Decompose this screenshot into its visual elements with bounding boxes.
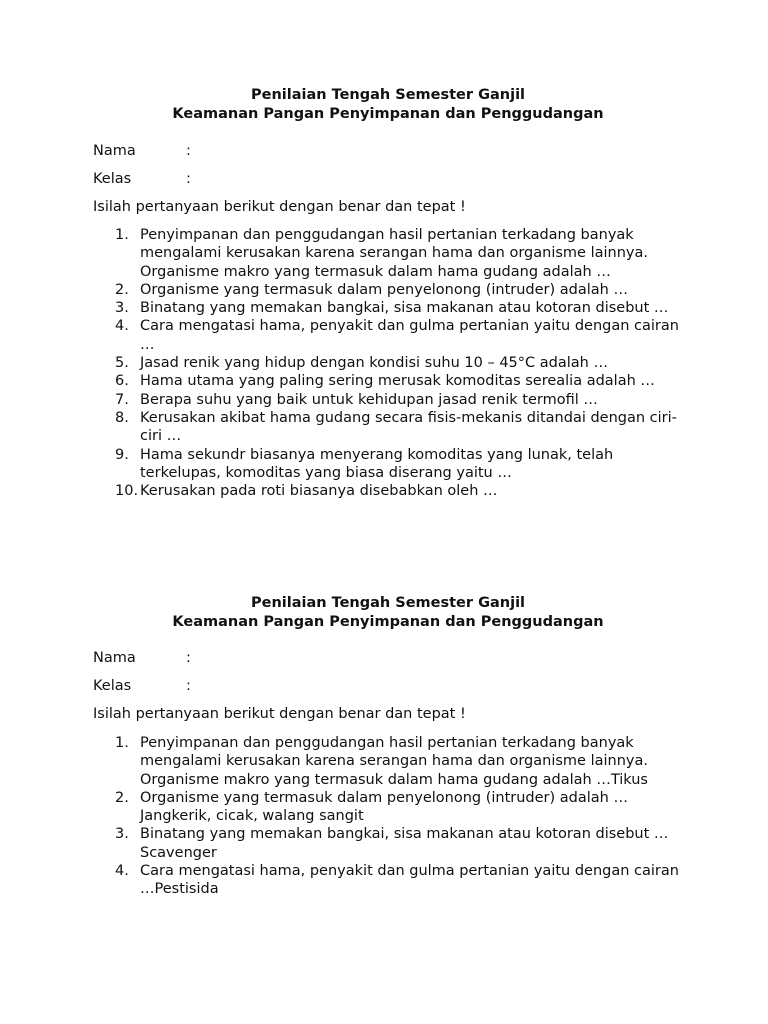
instruction-text: Isilah pertanyaan berikut dengan benar dan tepat ! [93, 199, 466, 215]
subject-title: Keamanan Pangan Penyimpanan dan Penggudangan [172, 614, 604, 630]
question-item [93, 372, 683, 390]
question-text: Penyimpanan dan penggudangan hasil pertanian terkadang banyak mengalami kerusakan karena serangan hama dan organisme lainnya. Organisme makro yang termasuk dalam hama gudang adalah … [140, 227, 648, 280]
question-text: Berapa suhu yang baik untuk kehidupan jasad renik termofil … [140, 391, 598, 408]
question-number: 8. [115, 409, 129, 426]
answer-sheet [93, 594, 683, 898]
question-item [93, 299, 683, 317]
exam-title: Penilaian Tengah Semester Ganjil [250, 595, 526, 611]
exam-title: Penilaian Tengah Semester Ganjil [250, 87, 526, 103]
question-number: 1. [115, 227, 129, 243]
question-text: Kerusakan akibat hama gudang secara fisis-mekanis ditandai dengan ciri-ciri … [140, 409, 677, 445]
subject-title: Keamanan Pangan Penyimpanan dan Penggudangan [172, 106, 604, 122]
name-colon: : [186, 650, 191, 666]
question-item [93, 317, 683, 354]
question-item [93, 446, 683, 483]
question-list [93, 226, 683, 500]
question-item [93, 391, 683, 409]
question-item [93, 789, 683, 826]
name-label: Nama [93, 143, 136, 159]
question-number: 9. [115, 446, 129, 463]
question-sheet [93, 86, 683, 500]
class-colon: : [186, 678, 191, 694]
class-label: Kelas [93, 678, 132, 694]
question-item [93, 226, 683, 281]
sheet-title [93, 86, 683, 124]
question-text: Kerusakan pada roti biasanya disebabkan oleh … [140, 483, 498, 500]
question-text: Organisme yang termasuk dalam penyelonong (intruder) adalah … Jangkerik, cicak, walang sangit [140, 789, 628, 825]
question-number: 7. [115, 391, 129, 408]
question-text: Binatang yang memakan bangkai, sisa makanan atau kotoran disebut … [140, 300, 669, 317]
question-number: 6. [115, 373, 129, 390]
question-text: Hama utama yang paling sering merusak komoditas serealia adalah … [140, 373, 655, 390]
question-number: 4. [115, 318, 129, 335]
question-text: Binatang yang memakan bangkai, sisa makanan atau kotoran disebut …Scavenger [140, 826, 669, 861]
question-item [93, 281, 683, 299]
question-text: Cara mengatasi hama, penyakit dan gulma pertanian yaitu dengan cairan …Pestisida [140, 863, 679, 898]
name-label: Nama [93, 650, 136, 666]
name-colon: : [186, 143, 191, 159]
question-number: 3. [115, 300, 129, 317]
question-list [93, 734, 683, 899]
question-item [93, 409, 683, 446]
class-colon: : [186, 171, 191, 187]
question-text: Organisme yang termasuk dalam penyelonong (intruder) adalah … [140, 281, 628, 298]
question-text: Penyimpanan dan penggudangan hasil pertanian terkadang banyak mengalami kerusakan karena serangan hama dan organisme lainnya. Organisme makro yang termasuk dalam hama gudang adalah …Tikus [140, 735, 648, 788]
question-item [93, 482, 683, 500]
question-number: 3. [115, 826, 129, 843]
sheet-title [93, 594, 683, 632]
question-number: 5. [115, 355, 129, 372]
question-number: 10. [115, 483, 139, 500]
question-text: Cara mengatasi hama, penyakit dan gulma pertanian yaitu dengan cairan … [140, 318, 679, 353]
question-item [93, 354, 683, 372]
instruction-text: Isilah pertanyaan berikut dengan benar dan tepat ! [93, 706, 466, 722]
question-number: 2. [115, 281, 129, 298]
question-text: Hama sekundr biasanya menyerang komoditas yang lunak, telah terkelupas, komoditas yang biasa diserang yaitu … [140, 446, 614, 481]
question-item [93, 734, 683, 789]
question-text: Jasad renik yang hidup dengan kondisi suhu 10 – 45°C adalah … [140, 355, 608, 372]
question-number: 1. [115, 735, 129, 751]
question-item [93, 825, 683, 862]
class-label: Kelas [93, 171, 132, 187]
question-number: 4. [115, 863, 129, 880]
question-number: 2. [115, 789, 129, 806]
question-item [93, 862, 683, 899]
